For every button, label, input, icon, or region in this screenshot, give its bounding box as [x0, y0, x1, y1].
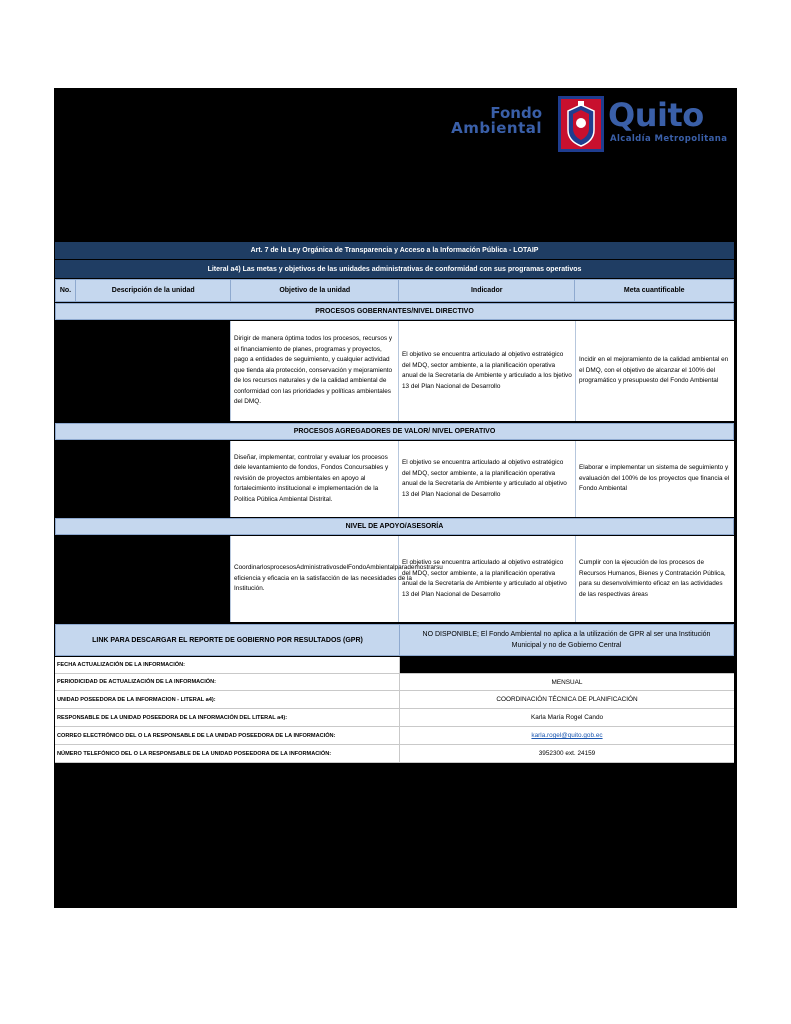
column-header-row: [55, 279, 734, 302]
info-label: CORREO ELECTRÓNICO DEL O LA RESPONSABLE DE LA UNIDAD POSEEDORA DE LA INFORMACIÓN:: [55, 727, 400, 744]
info-value: 3952300 ext. 24159: [538, 750, 596, 757]
section-heading: PROCESOS AGREGADORES DE VALOR/ NIVEL OPERATIVO: [55, 423, 734, 440]
info-row-update-date: [55, 657, 734, 674]
table-row: [55, 536, 734, 622]
header-logos: [434, 96, 730, 152]
section-heading: NIVEL DE APOYO/ASESORÍA: [55, 518, 734, 535]
gpr-label: LINK PARA DESCARGAR EL REPORTE DE GOBIERNO POR RESULTADOS (GPR): [55, 624, 400, 656]
info-label: PERIODICIDAD DE ACTUALIZACIÓN DE LA INFORMACIÓN:: [55, 674, 400, 690]
table-subtitle: Literal a4) Las metas y objetivos de las unidades administrativas de conformidad con sus programas operativos: [55, 260, 734, 278]
section-heading: PROCESOS GOBERNANTES/NIVEL DIRECTIVO: [55, 303, 734, 320]
quito-crest-icon: [558, 96, 604, 152]
column-header-goal: Meta cuantificable: [623, 287, 685, 294]
redacted-unit-cell: [55, 321, 231, 421]
info-row-responsible: [55, 709, 734, 727]
info-label: RESPONSABLE DE LA UNIDAD POSEEDORA DE LA INFORMACIÓN DEL LITERAL a4):: [55, 709, 400, 726]
quito-logo-word: Quito: [608, 96, 704, 134]
info-value: COORDINACIÓN TÉCNICA DE PLANIFICACIÓN: [496, 696, 638, 703]
fondo-ambiental-logo: [434, 106, 542, 136]
table-row: [55, 321, 734, 421]
goal-cell: Cumplir con la ejecución de los procesos de Recursos Humanos, Bienes y Contratación Pública, para su desenvolvimiento eficaz en las actividades de las respectivas áreas: [579, 559, 726, 598]
info-row-email: [55, 727, 734, 745]
info-label: FECHA ACTUALIZACIÓN DE LA INFORMACIÓN:: [55, 657, 400, 673]
indicator-cell: El objetivo se encuentra articulado al objetivo estratégico del MDQ, sector ambiente, a la planificación operativa anual de la Secretaría de Ambiente y articulado a los bjetivo 13 del Plan Nacional de Desarrollo: [399, 321, 576, 421]
table-row: [55, 441, 734, 517]
indicator-cell: El objetivo se encuentra articulado al objetivo estratégico del MDQ, sector ambiente, a la planificación operativa anual de la Secretaría de Ambiente y articulado al objetivo 13 del Plan Nacional de Desarrollo: [399, 441, 576, 517]
column-header-objective: Objetivo de la unidad: [231, 280, 399, 301]
info-row-phone: [55, 745, 734, 763]
fondo-logo-line1: Fondo: [490, 104, 542, 122]
info-label: NÚMERO TELEFÓNICO DEL O LA RESPONSABLE DE LA UNIDAD POSEEDORA DE LA INFORMACIÓN:: [55, 745, 400, 762]
info-value: Karla María Rogel Cando: [530, 714, 604, 721]
goal-cell: Elaborar e implementar un sistema de seguimiento y evaluación del 100% de los proyectos que financia el Fondo Ambiental: [579, 464, 730, 493]
email-link[interactable]: karla.rogel@quito.gob.ec: [531, 732, 603, 739]
info-row-unit: [55, 691, 734, 709]
quito-logo-subtitle: Alcaldía Metropolitana: [610, 134, 728, 144]
objective-cell: Dirigir de manera óptima todos los procesos, recursos y el financiamiento de planes, programas y proyectos, pago a entidades de seguimiento, y cualquier actividad que tienda ala protección, conservación y mejoramiento de los recursos naturales y de la calidad ambiental de conformidad con las prioridades y políticas ambientales del DMQ.: [231, 321, 399, 421]
goal-cell: Incidir en el mejoramiento de la calidad ambiental en el DMQ, con el objetivo de alcanzar el 100% del programático y presupuesto del Fondo Ambiental: [579, 356, 729, 385]
column-header-description: Descripción de la unidad: [76, 280, 232, 301]
gpr-value: NO DISPONIBLE; El Fondo Ambiental no aplica a la utilización de GPR al ser una Institución Municipal y no de Gobierno Central: [400, 624, 734, 656]
info-row-periodicity: [55, 674, 734, 691]
gpr-row: [55, 624, 734, 656]
indicator-cell: El objetivo se encuentra articulado al objetivo estratégico del MDQ, sector ambiente, a la planificación operativa anual de la Secretaría de Ambiente y articulado al objetivo 13 del Plan Nacional de Desarrollo: [399, 536, 576, 622]
table-title: Art. 7 de la Ley Orgánica de Transparencia y Acceso a la Información Pública - LOTAIP: [55, 242, 734, 259]
info-label: UNIDAD POSEEDORA DE LA INFORMACION - LITERAL a4):: [55, 691, 400, 708]
fondo-logo-line2: Ambiental: [451, 119, 542, 137]
info-value: [400, 657, 734, 673]
info-value: MENSUAL: [551, 678, 583, 686]
info-value-email: [400, 727, 734, 744]
column-header-no: No.: [56, 280, 76, 301]
objective-cell: CoordinarlosprocesosAdministrativosdelFondoAmbientalparademostrarsu eficiencia y eficacia en la satisfacción de las necesidades de la Institución.: [231, 536, 399, 622]
redacted-unit-cell: [55, 536, 231, 622]
objective-cell: Diseñar, implementar, controlar y evaluar los procesos dele levantamiento de fondos, Fondos Concursables y revisión de proyectos ambientales en apoyo al fortalecimiento institucional e implementación de la Política Pública Ambiental Distrital.: [231, 441, 399, 517]
column-header-indicator: Indicador: [399, 280, 575, 301]
redacted-unit-cell: [55, 441, 231, 517]
